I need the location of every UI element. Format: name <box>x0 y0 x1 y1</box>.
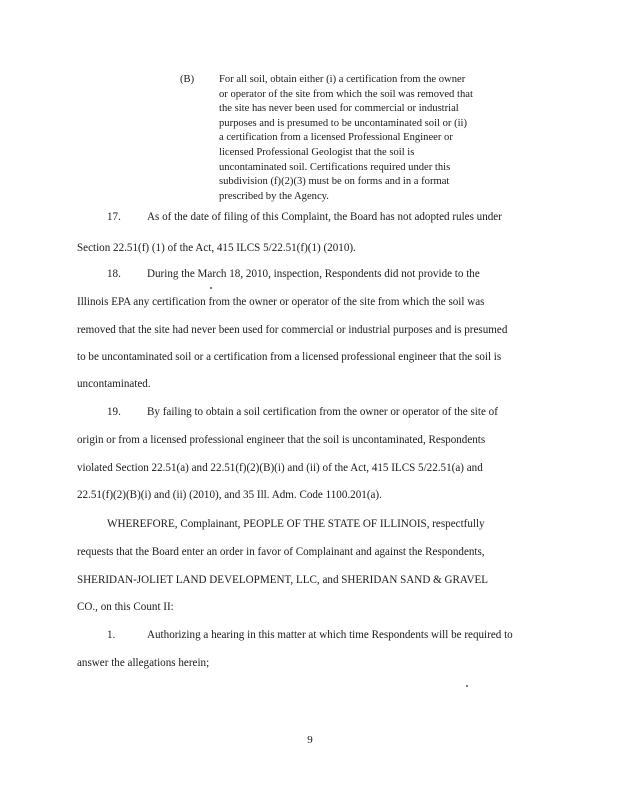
paragraph-17-number: 17. <box>107 211 121 223</box>
block-quote-line: For all soil, obtain either (i) a certification from the owner <box>219 74 466 85</box>
paragraph-18-line: removed that the site had never been used for commercial or industrial purposes and is presumed <box>77 324 508 336</box>
paragraph-18-line: to be uncontaminated soil or a certification from a licensed professional engineer that the soil is <box>77 351 502 363</box>
paragraph-19-line: violated Section 22.51(a) and 22.51(f)(2)(B)(i) and (ii) of the Act, 415 ILCS 5/22.51(a) and <box>77 462 483 474</box>
block-quote-line: prescribed by the Agency. <box>219 190 329 202</box>
paragraph-18-first-line: During the March 18, 2010, inspection, Respondents did not provide to the <box>147 268 480 280</box>
block-quote-label: (B) <box>180 74 195 85</box>
block-quote-text <box>219 73 519 204</box>
block-quote-line: purposes and is presumed to be uncontaminated soil or (ii) <box>219 117 468 129</box>
scan-speck <box>210 287 212 289</box>
paragraph-19-line: 22.51(f)(2)(B)(i) and (ii) (2010), and 35 Ill. Adm. Code 1100.201(a). <box>77 489 382 501</box>
paragraph-18-line: uncontaminated. <box>77 378 151 390</box>
item-1-number: 1. <box>107 629 116 641</box>
wherefore-first-line: WHEREFORE, Complainant, PEOPLE OF THE STATE OF ILLINOIS, respectfully <box>107 518 485 530</box>
wherefore-line: CO., on this Count II: <box>77 601 174 613</box>
block-quote-line: a certification from a licensed Professional Engineer or <box>219 132 453 144</box>
scan-speck <box>466 685 468 687</box>
wherefore-line: requests that the Board enter an order in favor of Complainant and against the Respondents, <box>77 546 485 558</box>
block-quote-line: uncontaminated soil. Certifications required under this <box>219 161 451 173</box>
block-quote-line: or operator of the site from which the soil was removed that <box>219 88 473 100</box>
paragraph-19-number: 19. <box>107 406 121 418</box>
paragraph-18-number: 18. <box>107 268 121 280</box>
item-1-line: answer the allegations herein; <box>77 657 210 669</box>
block-quote-line: the site has never been used for commercial or industrial <box>219 103 459 115</box>
block-quote-line: subdivision (f)(2)(3) must be on forms and in a format <box>219 176 450 188</box>
paragraph-17-line: Section 22.51(f) (1) of the Act, 415 ILCS 5/22.51(f)(1) (2010). <box>77 242 356 254</box>
page-number: 9 <box>307 734 313 746</box>
paragraph-19-line: origin or from a licensed professional engineer that the soil is uncontaminated, Respondents <box>77 434 486 446</box>
block-quote-line: licensed Professional Geologist that the soil is <box>219 146 415 158</box>
paragraph-18-line: Illinois EPA any certification from the owner or operator of the site from which the soil was <box>77 296 485 308</box>
item-1-first-line: Authorizing a hearing in this matter at which time Respondents will be required to <box>147 629 513 641</box>
paragraph-19-first-line: By failing to obtain a soil certification from the owner or operator of the site of <box>147 406 498 418</box>
wherefore-line: SHERIDAN-JOLIET LAND DEVELOPMENT, LLC, and SHERIDAN SAND & GRAVEL <box>77 574 489 586</box>
paragraph-17-first-line: As of the date of filing of this Complaint, the Board has not adopted rules under <box>147 211 502 223</box>
